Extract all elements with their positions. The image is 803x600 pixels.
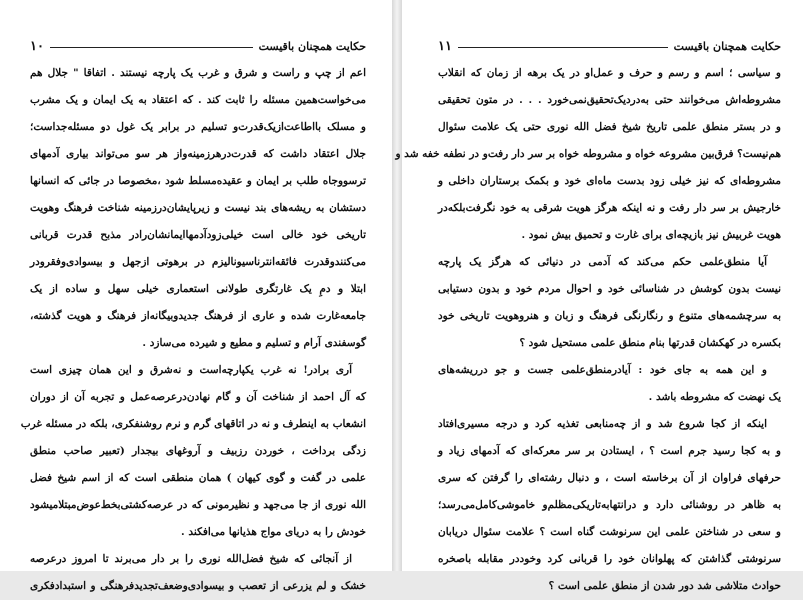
text-line-content: گوسفندی آرام و تسلیم و مطیع و شیرده می‌سازد . bbox=[142, 337, 366, 349]
text-line bbox=[30, 87, 366, 114]
text-line bbox=[30, 303, 366, 330]
text-line-content: اعم از چپ و راست و شرق و غرب یک پارچه نیستند . اتفاقا " جلال هم bbox=[30, 67, 366, 79]
text-line bbox=[438, 438, 781, 465]
text-line bbox=[438, 168, 781, 195]
text-line-content: هویت غربیش نیز بازیچه‌ای برای غارت و تحمیق بیش نمود . bbox=[521, 229, 781, 241]
page-number: ۱۱ bbox=[438, 38, 452, 54]
text-line bbox=[30, 222, 366, 249]
text-line-content: و سعی در شناختن علمی این سرنوشت گناه است ؟ علامت سئوال دریابان bbox=[438, 526, 781, 538]
text-line-content: دستشان به ریشه‌های بند نیست و زیرپایشان‌درزمینه شناخت فرهنگ وهویت bbox=[30, 202, 366, 214]
text-line bbox=[438, 87, 781, 114]
text-line bbox=[438, 384, 781, 411]
text-line-content: نیست بدون کوشش در شناسائی خود و احوال مردم خود و بدون دستیابی bbox=[438, 283, 781, 295]
text-line bbox=[438, 222, 781, 249]
text-line bbox=[30, 249, 366, 276]
text-line bbox=[395, 141, 781, 168]
text-line-content: مشروطه‌ای که نیز خیلی زود بدست ماه‌ای خود و بکمک برستاران داخلی و bbox=[438, 175, 781, 187]
text-line-content: و سیاسی ؛ اسم و رسم و حرف و عمل‌او در یک برهه از زمان که انقلاب bbox=[438, 67, 781, 79]
text-line-content: تاریخی خود خالی است خیلی‌زودآدمها‌ایمانشان‌رادر مذبح قدرت قربانی bbox=[30, 229, 366, 241]
text-line-content: ترسوو‌جاه طلب بر ایمان و عقیده‌مسلط شود ،مخصوصا در جائی که انسانها bbox=[30, 175, 366, 187]
text-line bbox=[30, 330, 366, 357]
text-line-content: خشک و لم یزرعی از تعصب و بیسوادی‌وضعف‌تجدیدفرهنگی و استبدادفکری bbox=[30, 580, 366, 592]
text-line-content: یک نهضت که مشروطه باشد . bbox=[648, 391, 781, 403]
text-line-content: و این همه به جای خود : آیا‌درمنطق‌علمی جست و جو درریشه‌های bbox=[438, 364, 767, 376]
running-title: حکایت همچنان باقیست bbox=[258, 39, 366, 53]
text-line bbox=[30, 384, 366, 411]
text-line bbox=[438, 249, 781, 276]
text-line bbox=[30, 195, 366, 222]
text-line-content: سرنوشتی گذاشتن که پهلوانان خود را قربانی کرد وخوددر مقابله باصخره bbox=[438, 553, 781, 565]
text-line bbox=[438, 114, 781, 141]
running-title: حکایت همچنان باقیست bbox=[673, 39, 781, 53]
text-line-content: هم‌نیست؟ فرق‌بین مشروعه خواه و مشروطه خواه بر سر دار رفت‌و در نطفه خفه شد و bbox=[395, 148, 781, 160]
text-line-content: حرفهای فراوان از آن برخاسته است ، و دنبال رشته‌ای را گرفتن که سری bbox=[438, 472, 781, 484]
text-line bbox=[30, 168, 366, 195]
text-line bbox=[20, 411, 366, 438]
text-line-content: الله نوری از جا می‌جهد و نظیرمونی که در عرصه‌کشتی‌بخط‌عوض‌مبتلامیشود bbox=[30, 499, 366, 511]
text-line bbox=[438, 573, 781, 600]
text-line-content: علمی در گفت و گوی کیهان ) همان منطقی است که از اسم شیخ فضل‌ bbox=[30, 472, 366, 484]
text-line-content: مشروطه‌اش می‌خوانند حتی به‌دردیک‌تحقیق‌نمی‌خورد . . . در متون تحقیقی bbox=[438, 94, 781, 106]
text-line bbox=[438, 357, 781, 384]
page-body bbox=[20, 60, 366, 600]
text-line-content: اینکه از کجا شروع شد و از چه‌منابعی تغذیه کرد و درجه مسیری‌افتاد bbox=[438, 418, 767, 430]
text-line bbox=[438, 195, 781, 222]
text-line bbox=[30, 465, 366, 492]
text-line-content: می‌کنندو‌قدرت فائقه‌انترناسیونالیزم در برهوتی ازجهل و بیسوادی‌وفقرودر bbox=[30, 256, 366, 268]
text-line bbox=[438, 303, 781, 330]
text-line-content: آیا منطق‌علمی حکم می‌کند که آدمی در دنیائی که هرگز یک پارچه bbox=[438, 256, 767, 268]
header-rule bbox=[50, 47, 253, 48]
text-line-content: خارجیش بر سر دار رفت و نه اینکه هرگز هویت شرقی به خود نگرفت‌بلکه‌در bbox=[438, 202, 781, 214]
text-line-content: و مسلک بااطاعت‌ازیک‌قدرت‌و تسلیم در برابر یک غول دو مسئله‌جداست؛ bbox=[30, 121, 366, 133]
text-line bbox=[438, 411, 781, 438]
text-line-content: به ظاهر در روشنائی دارد و درانتها‌به‌تاریکی‌مظلم‌و خاموشی‌کامل‌می‌رسد؛ bbox=[438, 499, 781, 511]
text-line-content: که آل احمد از شناخت آن و گام نهادن‌در‌عرصه‌عمل و تجربه آن از دوران bbox=[30, 391, 366, 403]
book-gutter bbox=[392, 0, 402, 571]
text-line-content: زدگی برداخت ، خوردن رزبیف و آروغهای بیجدار (تعبیر صاحب منطق bbox=[30, 445, 366, 457]
text-line bbox=[30, 276, 366, 303]
text-line bbox=[30, 141, 366, 168]
text-line bbox=[438, 492, 781, 519]
text-line bbox=[30, 519, 366, 546]
text-line bbox=[438, 60, 781, 87]
text-line-content: از آنجائی که شیخ فضل‌الله نوری را بر دار می‌برند تا امروز درعرصه bbox=[30, 553, 352, 565]
text-line bbox=[30, 357, 366, 384]
text-line-content: خودش را به دریای مواج هذیانها می‌افکند . bbox=[181, 526, 366, 538]
text-line-content: انشعاب به اینطرف و نه در اتاقهای گرم و نرم روشنفکری، بلکه در مسئله غرب bbox=[20, 418, 366, 430]
right-page bbox=[395, 0, 803, 592]
text-line-content: حوادث متلاشی شد دور شدن از منطق علمی است ؟ bbox=[548, 580, 781, 592]
text-line bbox=[30, 546, 366, 573]
text-line bbox=[438, 519, 781, 546]
text-line-content: جامعه‌غارت شده و عاری از فرهنگ جدیدوبیگانه‌از فرهنگ و هویت گذشته، bbox=[30, 310, 366, 322]
page-header bbox=[438, 38, 781, 54]
page-body bbox=[395, 60, 781, 600]
text-line bbox=[30, 573, 366, 600]
text-line bbox=[438, 276, 781, 303]
text-line bbox=[30, 60, 366, 87]
text-line-content: می‌خواست‌همین مسئله را ثابت کند . که اعتقاد به یک ایمان و یک مشرب bbox=[30, 94, 366, 106]
text-line bbox=[30, 438, 366, 465]
text-line-content: و در بستر منطق علمی تاریخ شیخ فضل الله نوری حتی یک علامت سئوال bbox=[438, 121, 781, 133]
left-page bbox=[0, 0, 392, 592]
page-header bbox=[30, 38, 366, 54]
text-line bbox=[438, 546, 781, 573]
text-line-content: به سرچشمه‌های متنوع و رنگارنگی فرهنگ و زبان و هنروهویت تاریخی خود bbox=[438, 310, 781, 322]
page-number: ۱۰ bbox=[30, 38, 44, 54]
text-line-content: و به کجا رسید جرم است ؟ ، ایستادن بر سر معرکه‌ای که آدمهای زیاد و bbox=[438, 445, 781, 457]
text-line-content: بکسره در کهکشان قدرتها بنام منطق علمی مستحیل شود ؟ bbox=[519, 337, 781, 349]
text-line bbox=[438, 465, 781, 492]
text-line bbox=[438, 330, 781, 357]
text-line bbox=[30, 492, 366, 519]
text-line-content: ابتلا و دمِ یک غارتگری طولانی استعماری خیلی سهل و ساده از یک bbox=[30, 283, 366, 295]
text-line-content: آری برادر! نه غرب یکپارچه‌است و نه‌شرق و این همان چیزی است bbox=[30, 364, 352, 376]
header-rule bbox=[458, 47, 668, 48]
text-line-content: جلال اعتقاد داشت که قدرت‌درهرزمینه‌واز هر سو می‌تواند بیاری آدمهای bbox=[30, 148, 366, 160]
text-line bbox=[30, 114, 366, 141]
